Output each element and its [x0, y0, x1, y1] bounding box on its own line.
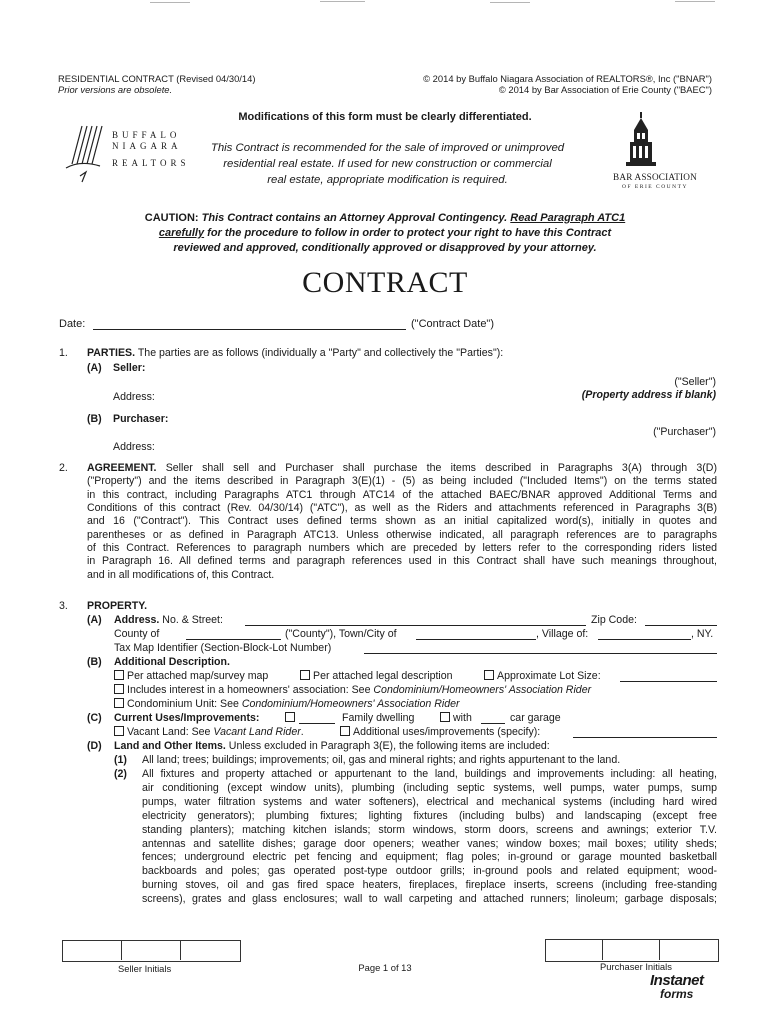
legal-description-option[interactable] — [300, 670, 453, 683]
recommendation-line: residential real estate. If used for new construction or commercial — [223, 158, 552, 170]
recommendation-line: This Contract is recommended for the sale of improved or unimproved — [210, 142, 565, 154]
family-dwelling-checkbox[interactable] — [285, 712, 295, 722]
agreement-line: of this Contract. References to paragraph numbers which are preceded by letters refer to the corresponding riders listed — [87, 542, 717, 555]
vacant-land-option[interactable]: Vacant Land: See Vacant Land Rider. — [114, 726, 304, 739]
caution-line-3: reviewed and approved, conditionally approved or disapproved by your attorney. — [173, 242, 597, 254]
courthouse-icon — [622, 112, 662, 168]
address-row — [114, 614, 223, 627]
with-text: with — [453, 712, 472, 724]
land-heading-row — [114, 740, 550, 753]
parties-heading: PARTIES. — [87, 347, 136, 359]
contract-date-input[interactable] — [93, 329, 406, 330]
agreement-heading: AGREEMENT. — [87, 462, 157, 474]
map-survey-text: Per attached map/survey map — [127, 670, 269, 682]
caution-label: CAUTION: — [144, 212, 199, 224]
agreement-line: in this contract, including Paragraphs ATC1 through ATC14 of the attached BAEC/BNAR approved Additional Terms and — [87, 488, 717, 501]
copyright-bnar: © 2014 by Buffalo Niagara Association of REALTORS®, Inc ("BNAR") — [423, 73, 712, 84]
recommendation-line: real estate, appropriate modification is required. — [267, 174, 508, 186]
fixtures-line: pumps, water filtration systems and water softeners), electrical and mechanical systems (including hard wired — [142, 795, 717, 808]
caution-line-1 — [0, 211, 770, 226]
hoa-option[interactable] — [114, 684, 591, 697]
section-2-number: 2. — [59, 462, 68, 474]
agreement-line: in Paragraph 16. All defined terms and paragraph references used in this Contract shall have such meanings throughout, — [87, 555, 717, 568]
family-dwelling-text: Family dwelling — [342, 712, 415, 724]
hoa-checkbox[interactable] — [114, 684, 124, 694]
fixtures-line: burning stoves, oil and gas fired space heaters, fireplaces, fireplace inserts, screens (including free-standing — [142, 879, 717, 892]
carefully-emphasis: carefully — [158, 227, 205, 239]
additional-uses-text: Additional uses/improvements (specify): — [353, 726, 541, 738]
seller-address-field[interactable] — [160, 391, 520, 404]
section-3-number: 3. — [59, 600, 68, 612]
street-label: No. & Street: — [162, 614, 223, 626]
seller-initial-box-1[interactable] — [63, 941, 120, 959]
land-item-1-text: All land; trees; buildings; improvements; oil, gas and mineral rights; and rights appurtenant to the land. — [142, 754, 621, 766]
logo-line-niagara: NIAGARA — [112, 141, 182, 151]
garage-checkbox[interactable] — [440, 712, 450, 722]
section-1-number: 1. — [59, 347, 68, 359]
additional-uses-option[interactable] — [340, 726, 540, 739]
description-letter: (B) — [87, 656, 102, 668]
paragraph-atc1-link[interactable]: Read Paragraph ATC1 — [510, 212, 626, 224]
seller-address-label: Address: — [113, 391, 155, 403]
seller-initial-box-2[interactable] — [122, 941, 179, 959]
village-input[interactable] — [598, 639, 691, 640]
condo-rider-ref: Condominium/Homeowners' Association Rider — [241, 698, 460, 710]
agreement-line: parentheses or as defined in Paragraph ATC13. Unless otherwise indicated, all paragraph references are to paragraphs — [87, 528, 717, 541]
realtors-r-icon — [60, 120, 112, 186]
county-input[interactable] — [186, 639, 281, 640]
purchaser-address-field[interactable] — [160, 441, 640, 454]
brand-name: Instanet — [650, 972, 704, 989]
bar-association-county: OF ERIE COUNTY — [622, 184, 688, 190]
purchaser-name-field[interactable] — [182, 413, 642, 426]
bar-association-logo — [600, 112, 720, 220]
additional-uses-checkbox[interactable] — [340, 726, 350, 736]
contract-title: CONTRACT — [302, 266, 468, 299]
seller-label: Seller: — [113, 362, 146, 374]
modifications-notice: Modifications of this form must be clearly differentiated. — [238, 111, 532, 123]
seller-role: ("Seller") — [674, 376, 716, 388]
hoa-text: Includes interest in a homeowners' association: See — [127, 684, 374, 696]
town-input[interactable] — [416, 639, 536, 640]
legal-description-text: Per attached legal description — [313, 670, 453, 682]
village-label: , Village of: — [536, 628, 589, 640]
purchaser-initial-box-3[interactable] — [660, 940, 715, 959]
county-suffix: ("County"), Town/City of — [285, 628, 397, 640]
agreement-line: and 16 ("Contract"). This Contract uses defined terms shown as an initial capitalized word(s), initially in quotes and — [87, 515, 717, 528]
scan-artifacts — [0, 0, 770, 10]
garage-count-input[interactable] — [481, 723, 505, 724]
recommendation-notice — [180, 140, 595, 188]
street-input[interactable] — [245, 625, 586, 626]
caution-line-2 — [0, 226, 770, 241]
land-letter: (D) — [87, 740, 102, 752]
fixtures-line: backboards and poles; gas operated post-type outdoor grills; in-ground pools and related equipment; wood- — [142, 865, 717, 878]
copyright-baec: © 2014 by Bar Association of Erie County ("BAEC") — [498, 84, 712, 95]
purchaser-initials-label: Purchaser Initials — [600, 961, 672, 972]
land-intro: Unless excluded in Paragraph 3(E), the following items are included: — [225, 740, 550, 752]
lot-size-option[interactable] — [484, 670, 601, 683]
form-title: RESIDENTIAL CONTRACT (Revised 04/30/14) — [58, 73, 256, 84]
property-heading: PROPERTY. — [87, 600, 148, 612]
fixtures-line: screens), grates and glass enclosures; wall to wall carpeting and attached runners; linoleum; garbage disposals; — [142, 893, 717, 906]
lot-size-checkbox[interactable] — [484, 670, 494, 680]
caution-text: for the procedure to follow in order to protect your right to have this Contract — [204, 227, 612, 239]
agreement-line: and in all modifications of, this Contract. — [87, 568, 275, 581]
additional-uses-input[interactable] — [573, 737, 717, 738]
uses-label: Current Uses/Improvements: — [114, 712, 260, 724]
garage-option[interactable] — [440, 712, 472, 725]
fixtures-line: air conditioning (except window units), plumbing (including septic systems, well pumps, water pumps, sump — [142, 781, 717, 794]
instanet-forms-logo — [640, 972, 730, 1006]
condo-text: Condominium Unit: See — [127, 698, 242, 710]
agreement-text: Seller shall sell and Purchaser shall purchase the items described in Paragraphs 3(A) through 3(D) — [156, 462, 717, 474]
vacant-land-checkbox[interactable] — [114, 726, 124, 736]
land-label: Land and Other Items. — [114, 740, 226, 752]
uses-letter: (C) — [87, 712, 102, 724]
caution-block — [0, 211, 770, 256]
land-item-2-number: (2) — [114, 768, 127, 780]
purchaser-initial-box-1[interactable] — [546, 940, 601, 959]
purchaser-address-label: Address: — [113, 441, 155, 453]
bar-association-name: BAR ASSOCIATION — [613, 172, 697, 182]
garage-text: car garage — [510, 712, 561, 724]
purchaser-label: Purchaser: — [113, 413, 169, 425]
brand-sub: forms — [660, 987, 694, 1001]
purchaser-role: ("Purchaser") — [653, 426, 716, 438]
logo-line-realtors: REALTORS — [112, 158, 190, 168]
purchaser-initials-boxes — [545, 939, 717, 960]
lot-size-text: Approximate Lot Size: — [497, 670, 601, 682]
section-1-heading — [87, 347, 503, 360]
seller-initials-boxes — [62, 940, 239, 960]
purchaser-initial-box-2[interactable] — [603, 940, 658, 959]
seller-initial-box-3[interactable] — [181, 941, 238, 959]
family-count-input[interactable] — [299, 723, 335, 724]
description-label: Additional Description. — [114, 656, 230, 668]
map-survey-option[interactable] — [114, 670, 268, 683]
seller-name-field[interactable] — [160, 362, 640, 375]
vacant-land-text: Vacant Land: See — [127, 726, 214, 738]
map-survey-checkbox[interactable] — [114, 670, 124, 680]
page-number: Page 1 of 13 — [358, 962, 412, 973]
lot-size-input[interactable] — [620, 681, 717, 682]
fixtures-line: electricity generators); plumbing fixtures; lighting fixtures (including bulbs) and landscaping (except free — [142, 809, 717, 822]
agreement-line: Conditions of this contract (Rev. 04/30/14) ("ATC"), as well as the Riders and attachments referenced in Paragraphs 3(B) — [87, 502, 717, 515]
address-letter: (A) — [87, 614, 102, 626]
agreement-paragraph — [87, 462, 717, 582]
parties-intro: The parties are as follows (individually a "Party" and collectively the "Parties"): — [135, 347, 504, 359]
zip-label: Zip Code: — [591, 614, 637, 626]
seller-address-note: (Property address if blank) — [581, 389, 716, 401]
obsolete-note: Prior versions are obsolete. — [58, 84, 173, 95]
hoa-rider-ref: Condominium/Homeowners' Association Rider — [373, 684, 592, 696]
purchaser-letter: (B) — [87, 413, 102, 425]
tax-map-label: Tax Map Identifier (Section-Block-Lot Number) — [114, 642, 332, 654]
fixtures-line: All fixtures and property attached or appurtenant to the land, buildings and improvements including: all heating, — [142, 768, 717, 780]
logo-line-buffalo: BUFFALO — [112, 130, 181, 140]
vacant-land-rider-ref: Vacant Land Rider — [213, 726, 301, 738]
date-label: Date: — [59, 318, 86, 330]
zip-input[interactable] — [645, 625, 717, 626]
seller-letter: (A) — [87, 362, 102, 374]
seller-initials-label: Seller Initials — [118, 963, 172, 974]
fixtures-line: antennas and satellite dishes; garage door openers; weather vanes; window boxes; mail boxes; utility sheds; — [142, 837, 717, 850]
address-label: Address. — [114, 614, 160, 626]
contract-date-suffix: ("Contract Date") — [411, 318, 494, 330]
condo-checkbox[interactable] — [114, 698, 124, 708]
land-item-1-number: (1) — [114, 754, 127, 766]
family-dwelling-option[interactable] — [285, 712, 298, 725]
caution-text: This Contract contains an Attorney Approval Contingency. — [201, 212, 508, 224]
state-label: , NY. — [691, 628, 714, 640]
agreement-line: ("Property") and the items described in Paragraph 3(E)(1) - (5) as being included ("Included Items") on the terms stated — [87, 475, 717, 488]
county-label: County of — [114, 628, 160, 640]
fixtures-line: standing planters); matching kitchen islands; storm windows, storm doors, screens and awnings; exterior T.V. — [142, 823, 717, 836]
condo-option[interactable] — [114, 698, 460, 711]
land-item-2-paragraph — [142, 768, 717, 907]
legal-description-checkbox[interactable] — [300, 670, 310, 680]
agreement-line — [87, 462, 717, 475]
tax-map-input[interactable] — [364, 653, 717, 654]
fixtures-line: fences; underground electric pet fencing and equipment; flag poles; in-ground or garage mounted basketball — [142, 851, 717, 864]
